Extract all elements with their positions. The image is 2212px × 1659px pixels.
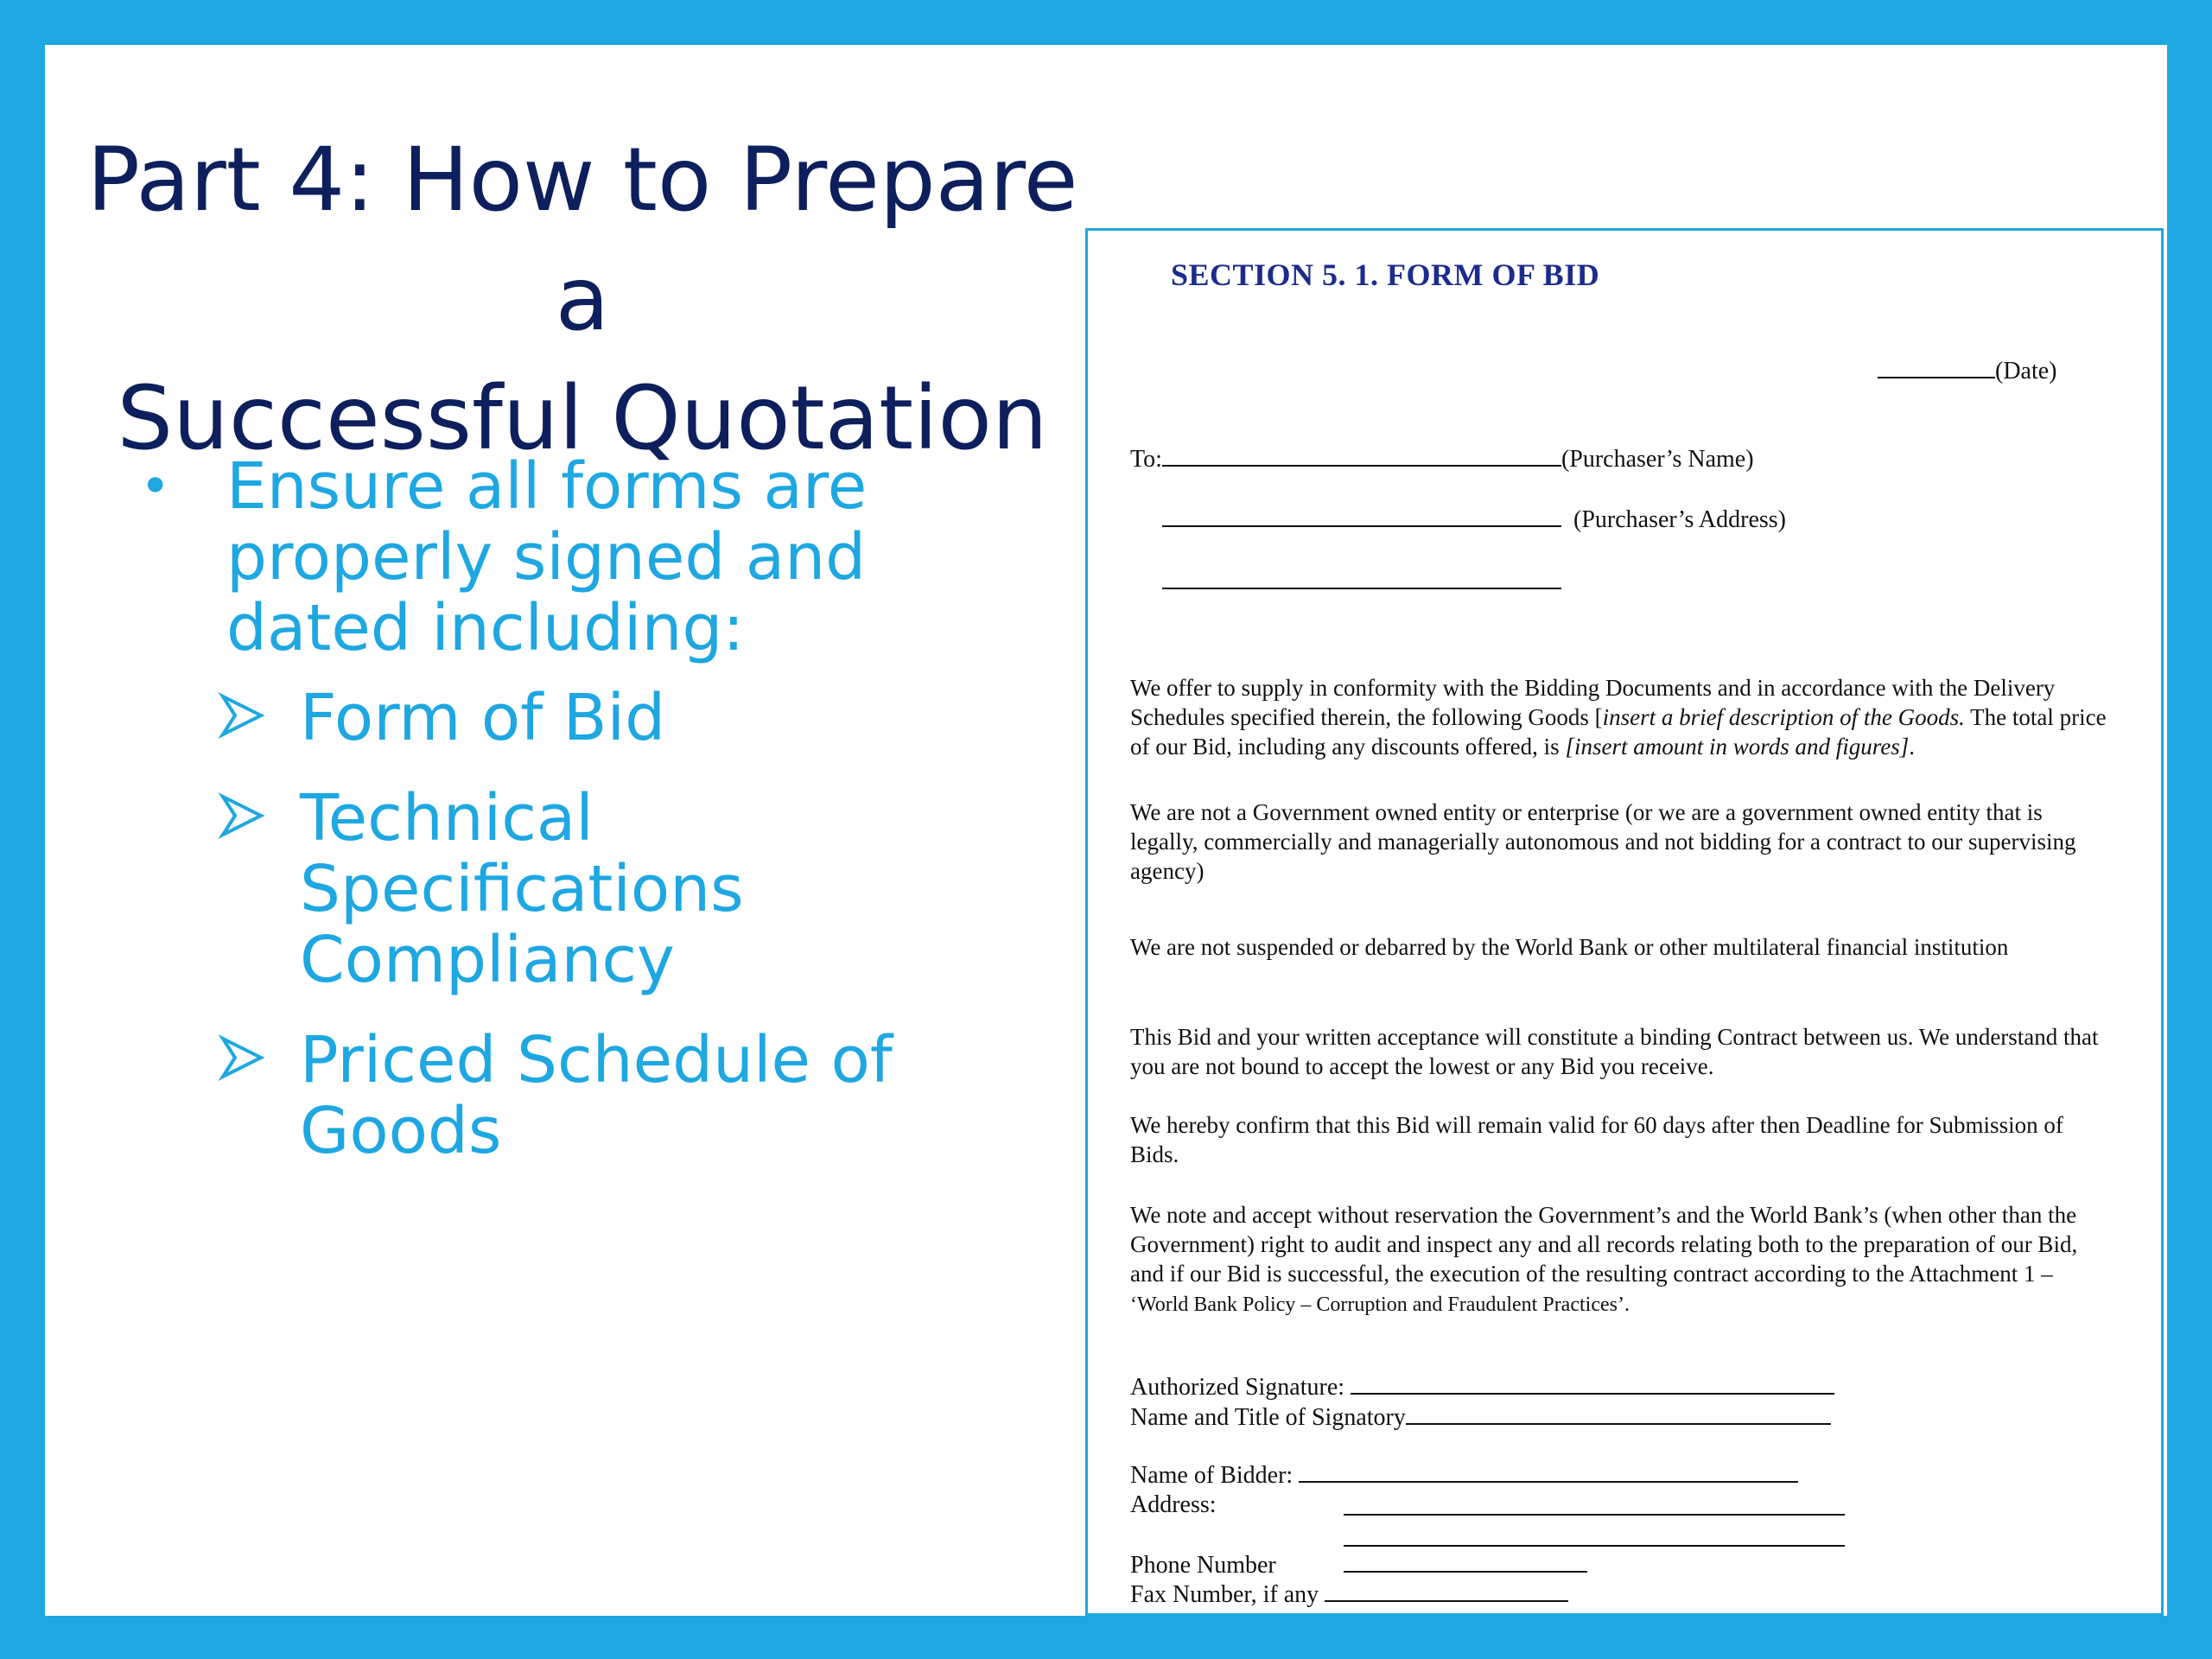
sub-bullet-text: Priced Schedule of Goods (300, 1023, 893, 1168)
to-label: To: (1130, 446, 1162, 473)
bullet-list (97, 451, 1047, 1196)
offer-goods-placeholder: insert a brief description of the Goods. (1602, 704, 1965, 730)
offer-text: We offer to supply in conformity with the Bidding Documents and in accordance with the Delivery Schedules specified therein, the following Goods [ (1130, 675, 2056, 730)
bidder-name-label: Name of Bidder: (1130, 1462, 1294, 1489)
purchaser-address-line-2 (1162, 568, 1561, 597)
signatory-blank-line (1406, 1423, 1831, 1425)
address-blank-line (1162, 588, 1561, 589)
address-blank-line-2 (1344, 1545, 1845, 1547)
address-blank-line-1 (1344, 1514, 1845, 1516)
paragraph-government-entity: We are not a Government owned entity or enterprise (or we are a government owned entity that is legally, commercially and managerially autonomous and not bidding for a contract to our supervising agency) (1130, 799, 2076, 884)
date-label: (Date) (1995, 358, 2057, 385)
date-blank-line (1878, 377, 1995, 378)
bullet-dot-icon: • (140, 456, 171, 517)
sub-bullet-list (97, 683, 1047, 1166)
sub-bullet-text: Form of Bid (300, 681, 666, 755)
arrowhead-bullet-icon (218, 1027, 270, 1087)
title-line-1: Part 4: How to Prepare a (86, 129, 1078, 351)
arrowhead-bullet-icon (218, 684, 270, 745)
offer-price-text: The total price of our Bid, including any discounts offered, is (1130, 704, 2107, 760)
signatory-name-field (1130, 1403, 1831, 1433)
authorized-signature-field (1130, 1373, 1834, 1402)
main-bullet (97, 451, 1047, 664)
audit-policy-reference: ‘World Bank Policy – Corruption and Fraudulent Practices’. (1130, 1294, 1630, 1316)
address-label: Address: (1130, 1491, 1217, 1518)
phone-number-label: Phone Number (1130, 1552, 1276, 1579)
phone-number-line (1344, 1551, 1587, 1580)
authorized-signature-label: Authorized Signature: (1130, 1374, 1345, 1401)
slide-title (64, 121, 1101, 479)
address-line-2 (1344, 1525, 1845, 1554)
purchaser-name-blank-line (1162, 465, 1561, 467)
bidder-name-field (1130, 1461, 1798, 1491)
title-line-2: Successful Quotation (117, 367, 1048, 470)
signature-blank-line (1351, 1393, 1834, 1395)
offer-period: . (1909, 734, 1915, 760)
paragraph-offer (1130, 673, 2115, 761)
signatory-name-label: Name and Title of Signatory (1130, 1404, 1406, 1431)
purchaser-address-label: (Purchaser’s Address) (1573, 506, 1786, 533)
slide (45, 45, 2167, 1616)
purchaser-name-field (1130, 445, 1754, 474)
sub-bullet-priced-schedule (97, 1025, 1047, 1166)
bidder-name-blank-line (1299, 1481, 1798, 1483)
audit-text: We note and accept without reservation the Government’s and the World Bank’s (when other than the Government) right to audit and inspect any and all records relating both to the preparation of our Bid, and if our Bid is successful, the execution of the resulting contract according to the Attachment 1 – (1130, 1202, 2078, 1287)
form-of-bid-document (1085, 228, 2164, 1616)
sub-bullet-text: Technical Specifications Compliancy (300, 781, 744, 997)
main-bullet-text: Ensure all forms are properly signed and dated including: (226, 449, 868, 665)
sub-bullet-technical-specifications (97, 783, 1047, 995)
purchaser-address-blank-line (1162, 525, 1561, 527)
paragraph-not-debarred: We are not suspended or debarred by the World Bank or other multilateral financial institution (1130, 934, 2009, 960)
form-heading: SECTION 5. 1. FORM OF BID (1171, 257, 1600, 292)
phone-blank-line (1344, 1571, 1587, 1573)
paragraph-binding-contract: This Bid and your written acceptance will constitute a binding Contract between us. We understand that you are not bound to accept the lowest or any Bid you receive. (1130, 1024, 2099, 1079)
address-field (1130, 1491, 1217, 1520)
fax-number-label: Fax Number, if any (1130, 1581, 1319, 1608)
sub-bullet-form-of-bid (97, 683, 1047, 753)
fax-blank-line (1325, 1600, 1568, 1602)
phone-number-field (1130, 1551, 1276, 1580)
fax-number-field (1130, 1580, 1568, 1610)
purchaser-name-label: (Purchaser’s Name) (1560, 446, 1754, 473)
date-field (1878, 357, 2057, 386)
address-line-1 (1344, 1494, 1845, 1523)
arrowhead-bullet-icon (218, 785, 270, 845)
paragraph-audit (1130, 1200, 2115, 1319)
offer-amount-placeholder: [insert amount in words and figures] (1565, 734, 1910, 760)
paragraph-bid-validity: We hereby confirm that this Bid will remain valid for 60 days after then Deadline for Submission of Bids. (1130, 1112, 2063, 1167)
purchaser-address-field (1162, 505, 1786, 535)
